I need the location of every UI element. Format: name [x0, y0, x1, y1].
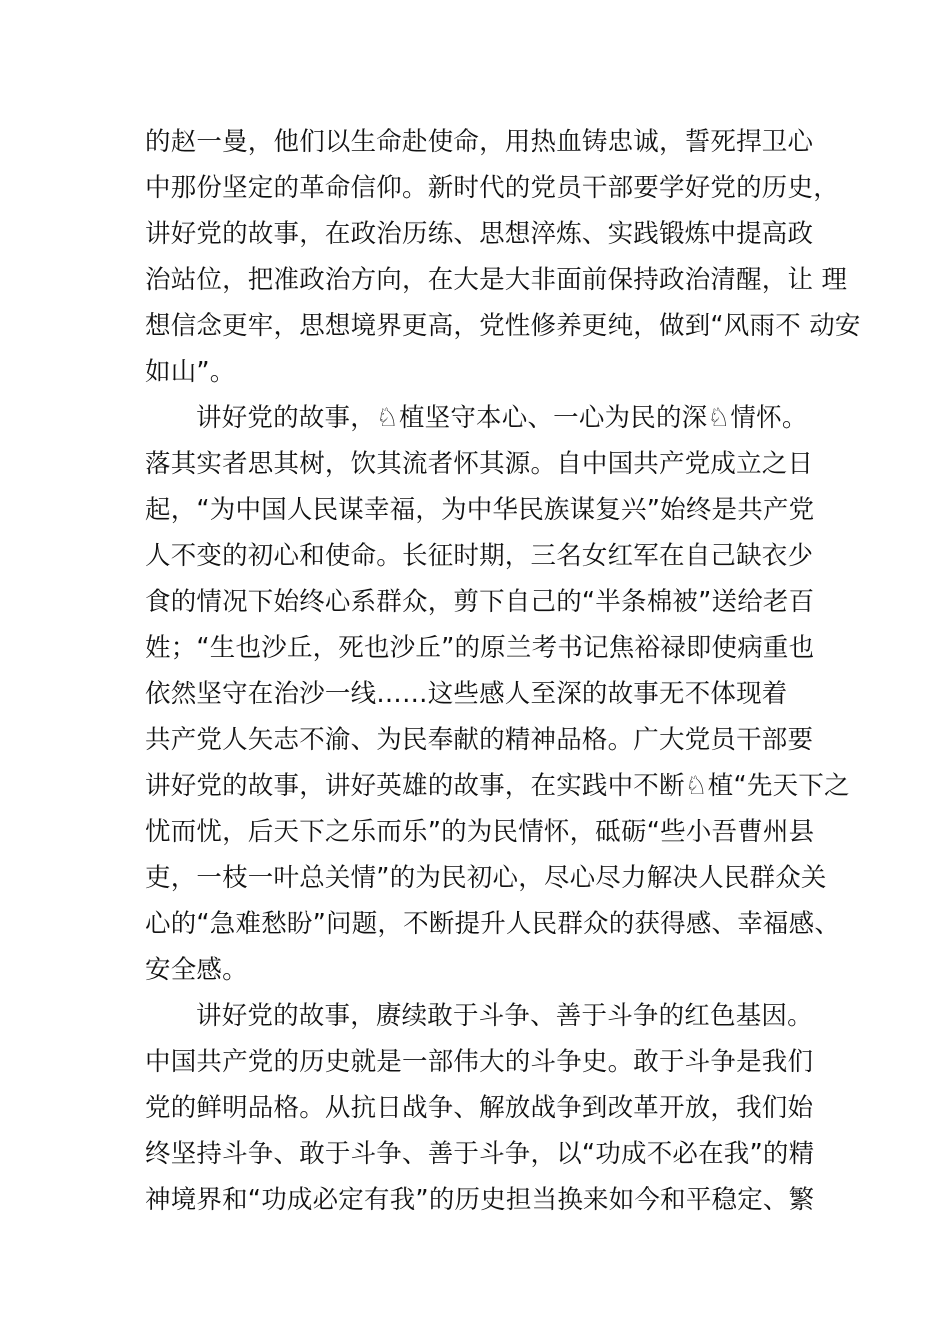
text-line: 食的情况下始终心系群众，剪下自己的“半条棉被”送给老百 [145, 587, 815, 617]
text-line: 党的鲜明品格。从抗日战争、解放战争到改革开放，我们始 [145, 1093, 814, 1123]
text-line: 终坚持斗争、敢于斗争、善于斗争，以“功成不必在我”的精 [145, 1139, 815, 1169]
text-line: 共产党人矢志不渝、为民奉献的精神品格。广大党员干部要 [145, 725, 814, 755]
text-line: 讲好党的故事，讲好英雄的故事，在实践中不断♘植“先天下之 [145, 771, 850, 801]
text-line: 中国共产党的历史就是一部伟大的斗争史。敢于斗争是我们 [145, 1047, 814, 1077]
text-line: 吏，一枝一叶总关情”的为民初心，尽心尽力解决人民群众关 [145, 863, 827, 893]
text-line: 起，“为中国人民谋幸福，为中华民族谋复兴”始终是共产党 [145, 495, 815, 525]
text-line: 姓；“生也沙丘，死也沙丘”的原兰考书记焦裕禄即使病重也 [145, 633, 815, 663]
text-line: 忧而忧，后天下之乐而乐”的为民情怀，砥砺“些小吾曹州县 [145, 817, 815, 847]
text-line: 神境界和“功成必定有我”的历史担当换来如今和平稳定、繁 [145, 1185, 815, 1215]
text-line: 人不变的初心和使命。长征时期，三名女红军在自己缺衣少 [145, 541, 814, 571]
text-line: 讲好党的故事，在政治历练、思想淬炼、实践锻炼中提高政 [145, 219, 814, 249]
text-line: 心的“急难愁盼”问题，不断提升人民群众的获得感、幸福感、 [145, 909, 841, 939]
text-line: 依然坚守在治沙一线……这些感人至深的故事无不体现着 [145, 679, 788, 709]
text-line: 治站位，把准政治方向，在大是大非面前保持政治清醒，让 理 [145, 265, 848, 295]
text-line: 如山”。 [145, 357, 236, 387]
text-line: 想信念更牢，思想境界更高，党性修养更纯，做到“风雨不 动安 [145, 311, 861, 341]
paragraph-first-line: 讲好党的故事，♘植坚守本心、一心为民的深♘情怀。 [196, 403, 808, 433]
paragraph-first-line: 讲好党的故事，赓续敢于斗争、善于斗争的红色基因。 [196, 1001, 813, 1031]
text-line: 的赵一曼，他们以生命赴使命，用热血铸忠诚，誓死捍卫心 [145, 127, 814, 157]
text-line: 中那份坚定的革命信仰。新时代的党员干部要学好党的历史， [145, 173, 839, 203]
text-line: 落其实者思其树，饮其流者怀其源。自中国共产党成立之日 [145, 449, 814, 479]
text-line: 安全感。 [145, 955, 248, 985]
